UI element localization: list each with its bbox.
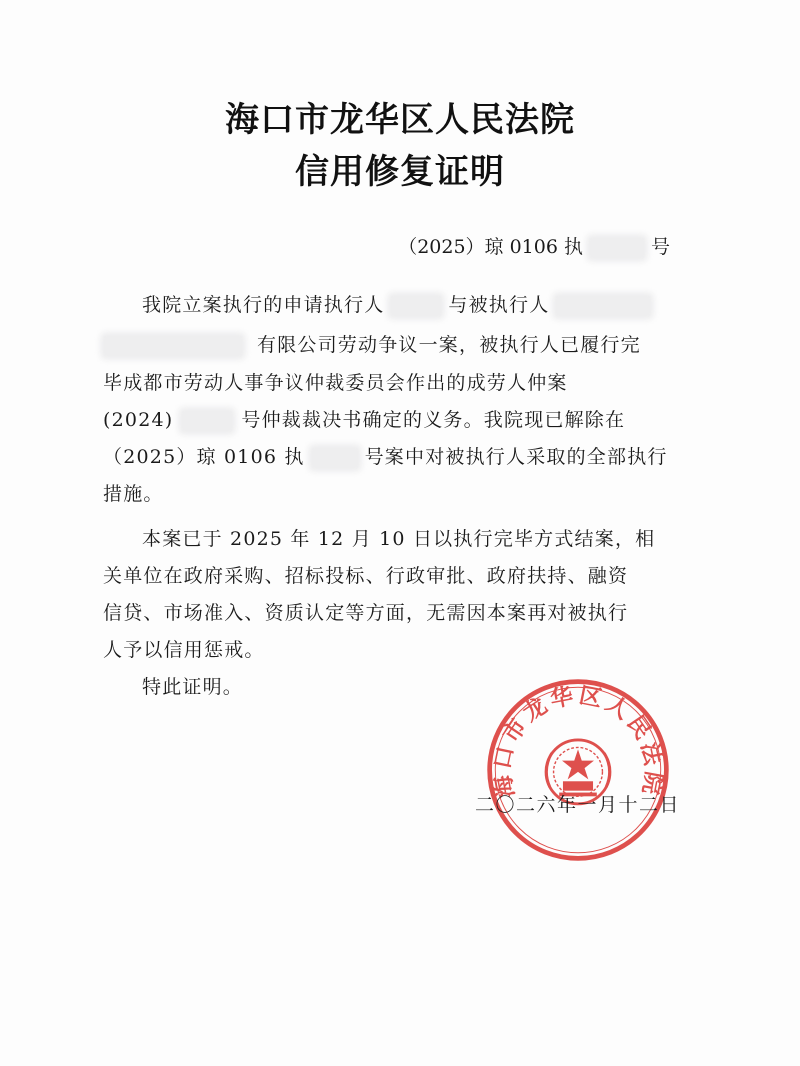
court-name-heading: 海口市龙华区人民法院	[225, 100, 575, 140]
issue-date: 二〇二六年一月十二日	[474, 794, 680, 816]
court-seal-stamp	[484, 676, 672, 864]
para1-text-e: 号仲裁裁决书确定的义务。我院现已解除在	[241, 409, 626, 431]
redacted-number	[589, 237, 645, 259]
document-number-suffix: 号	[650, 236, 670, 258]
para2-line4: 人予以信用惩戒。	[103, 639, 265, 661]
closing-statement: 特此证明。	[142, 676, 244, 698]
seal-text: 海口市龙华区人民法院	[489, 682, 667, 801]
para1-line5	[103, 442, 683, 469]
para1-line2	[103, 330, 683, 357]
para1-text-d: (2024)	[103, 409, 174, 431]
para2-line3: 信贷、市场准入、资质认定等方面，无需因本案再对被执行	[103, 602, 629, 624]
redacted-case-no	[311, 447, 359, 469]
para2-line1: 本案已于 2025 年 12 月 10 日以执行完毕方式结案，相	[142, 528, 656, 550]
para1-line1	[142, 290, 682, 317]
redacted-arbitration-no	[181, 410, 233, 432]
document-number-prefix: （2025）琼 0106 执	[398, 236, 583, 258]
redacted-applicant	[390, 295, 442, 317]
para1-text-a: 我院立案执行的申请执行人	[142, 294, 385, 316]
para1-line6: 措施。	[103, 483, 164, 505]
para1-text-f: （2025）琼 0106 执	[103, 446, 305, 468]
para1-text-c: 有限公司劳动争议一案，被执行人已履行完	[257, 334, 641, 356]
document-number	[390, 232, 670, 259]
para1-text-g: 号案中对被执行人采取的全部执行	[364, 446, 668, 468]
document-title: 信用修复证明	[295, 152, 505, 192]
para1-text-b: 与被执行人	[448, 294, 550, 316]
para2-line2: 关单位在政府采购、招标投标、行政审批、政府扶持、融资	[103, 565, 629, 587]
redacted-respondent-part1	[555, 295, 651, 317]
para1-line4	[103, 405, 683, 432]
para1-line3: 毕成都市劳动人事争议仲裁委员会作出的成劳人仲案	[103, 372, 568, 394]
redacted-respondent-part2	[103, 335, 243, 357]
